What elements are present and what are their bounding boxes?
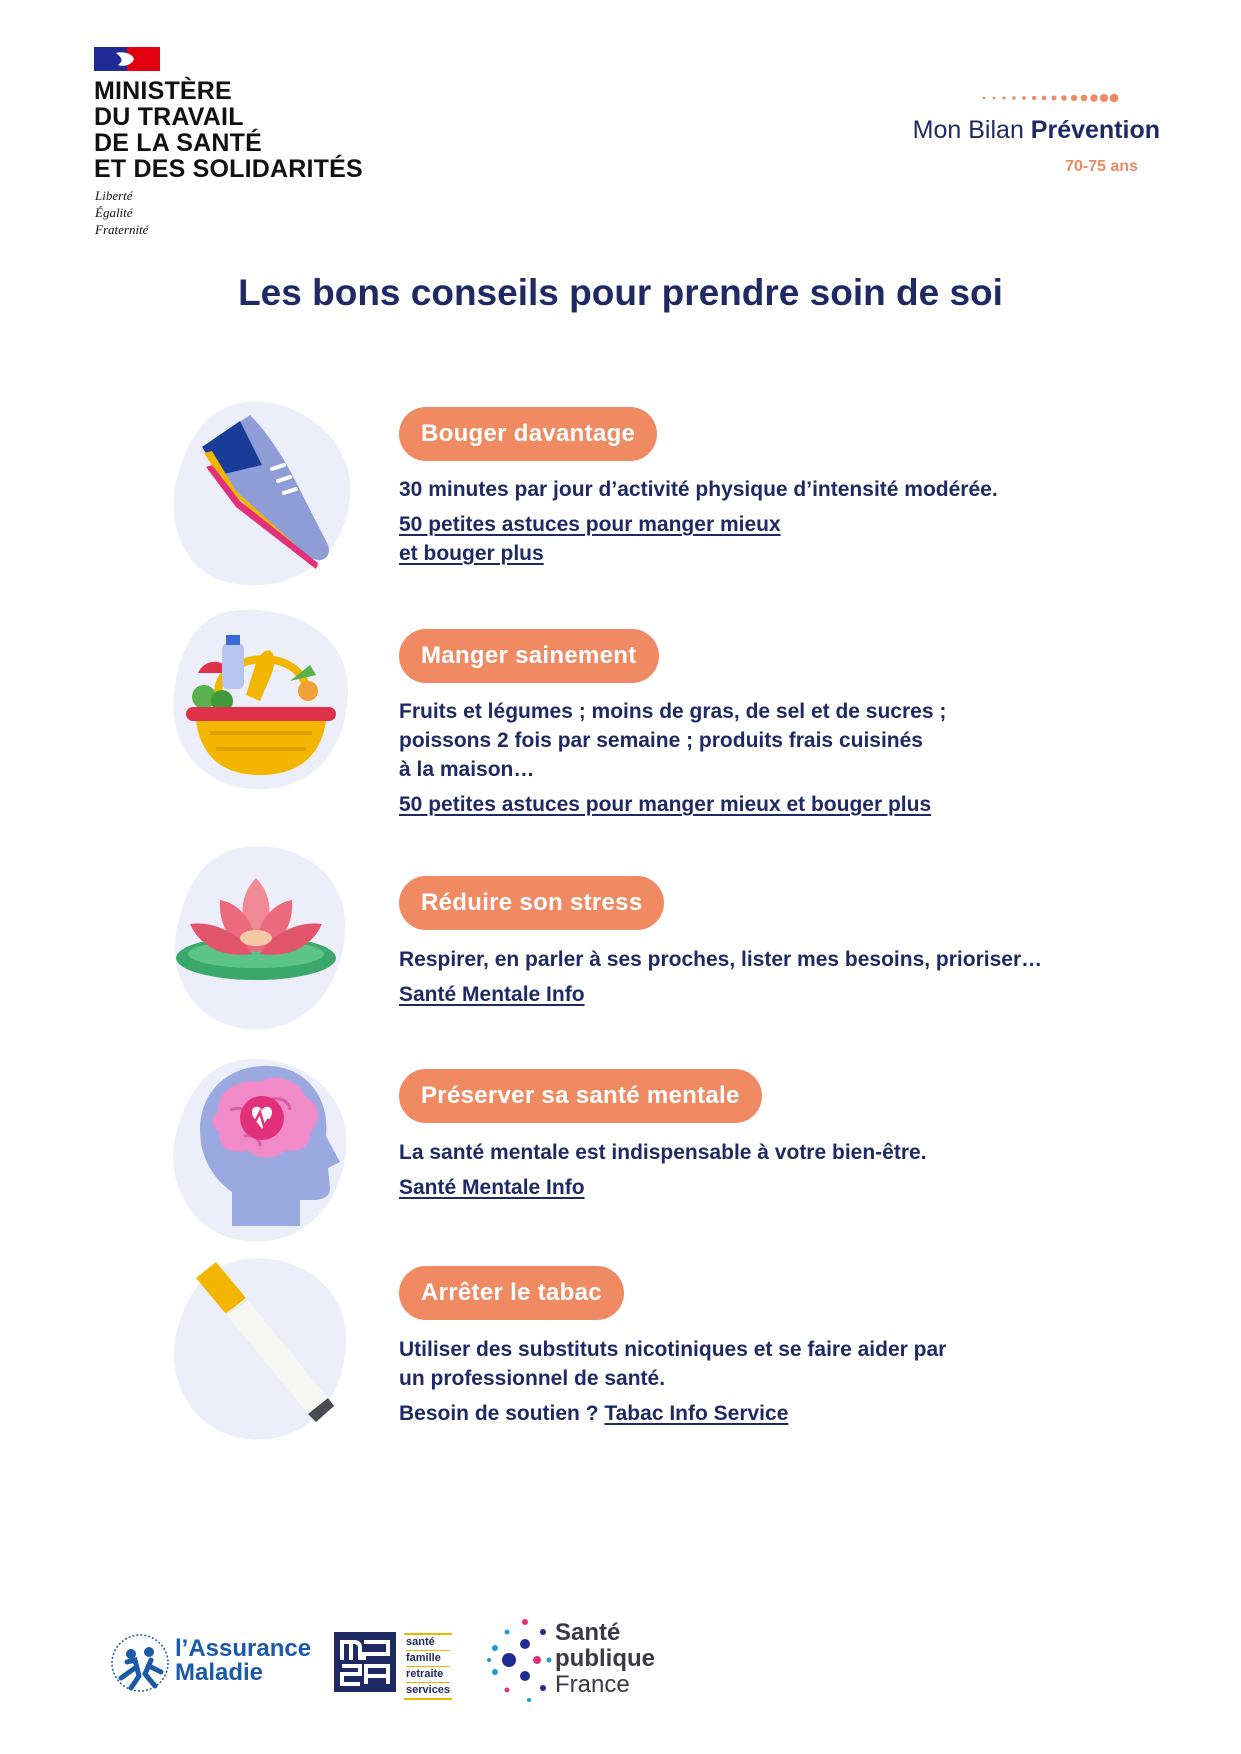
program-title-regular: Mon Bilan <box>912 116 1024 144</box>
msa-line: santé <box>406 1635 450 1651</box>
link-tips-eat-move[interactable]: 50 petites astuces pour manger mieux et bouger plus <box>399 793 932 816</box>
support-prefix: Besoin de soutien ? <box>399 1402 605 1425</box>
assurance-line: Maladie <box>175 1659 264 1686</box>
ministry-line: DE LA SANTÉ <box>94 129 262 157</box>
link-tips-eat-move[interactable]: et bouger plus <box>399 542 544 565</box>
assurance-maladie-wordmark <box>175 1637 311 1685</box>
msa-line: retraite <box>406 1667 450 1683</box>
link-sante-mentale-info[interactable]: Santé Mentale Info <box>399 1176 585 1199</box>
food-basket-icon <box>160 603 360 803</box>
ministry-line: MINISTÈRE <box>94 77 232 105</box>
dotted-line-icon <box>981 91 1131 105</box>
tip-text-eat: à la maison… <box>399 758 535 781</box>
tip-text-stress: Respirer, en parler à ses proches, lister mes besoins, prioriser… <box>399 948 1043 971</box>
assurance-line: l’Assurance <box>175 1635 312 1662</box>
tip-text-eat: poissons 2 fois par semaine ; produits frais cuisinés <box>399 729 923 752</box>
tip-text-tobacco: Utiliser des substituts nicotiniques et se faire aider par <box>399 1338 947 1361</box>
tip-text-mental-health: La santé mentale est indispensable à votre bien-être. <box>399 1141 927 1164</box>
link-tabac-info-service[interactable]: Tabac Info Service <box>604 1402 789 1425</box>
ministry-line: DU TRAVAIL <box>94 103 244 131</box>
tip-heading-tobacco: Arrêter le tabac <box>399 1266 624 1320</box>
link-sante-mentale-info[interactable]: Santé Mentale Info <box>399 983 585 1006</box>
spf-line: Santé <box>555 1619 621 1646</box>
msa-line: famille <box>406 1651 450 1667</box>
sante-publique-france-wordmark <box>555 1620 655 1698</box>
cigarette-icon <box>160 1248 360 1448</box>
program-title <box>880 116 1160 145</box>
tip-heading-eat: Manger sainement <box>399 629 659 683</box>
motto-line: Liberté <box>95 188 133 203</box>
marianne-flag-logo <box>94 47 160 71</box>
tip-heading-stress: Réduire son stress <box>399 876 664 930</box>
tip-text-eat: Fruits et légumes ; moins de gras, de sel et de sucres ; <box>399 700 947 723</box>
msa-tagline <box>404 1633 452 1700</box>
motto-line: Égalité <box>95 205 133 220</box>
program-age: 70-75 ans <box>1065 158 1138 175</box>
tip-heading-move: Bouger davantage <box>399 407 657 461</box>
program-title-bold: Prévention <box>1030 116 1160 144</box>
tip-text-tobacco: un professionnel de santé. <box>399 1367 666 1390</box>
sante-publique-france-logo <box>485 1614 555 1704</box>
tip-support-line <box>399 1399 788 1428</box>
page-title: Les bons conseils pour prendre soin de soi <box>238 272 1003 313</box>
link-tips-eat-move[interactable]: 50 petites astuces pour manger mieux <box>399 513 781 536</box>
tip-heading-mental-health: Préserver sa santé mentale <box>399 1069 762 1123</box>
spf-line: France <box>555 1671 630 1698</box>
republic-motto <box>95 187 148 238</box>
motto-line: Fraternité <box>95 222 149 237</box>
ministry-name <box>94 78 363 182</box>
tip-text-move: 30 minutes par jour d’activité physique d’intensité modérée. <box>399 478 998 501</box>
msa-logo <box>334 1632 404 1692</box>
brain-head-icon <box>160 1050 360 1250</box>
lotus-icon <box>160 838 360 1038</box>
shoe-icon <box>160 395 360 595</box>
spf-line: publique <box>555 1645 655 1672</box>
msa-line: services <box>406 1684 451 1696</box>
ministry-line: ET DES SOLIDARITÉS <box>94 155 363 183</box>
